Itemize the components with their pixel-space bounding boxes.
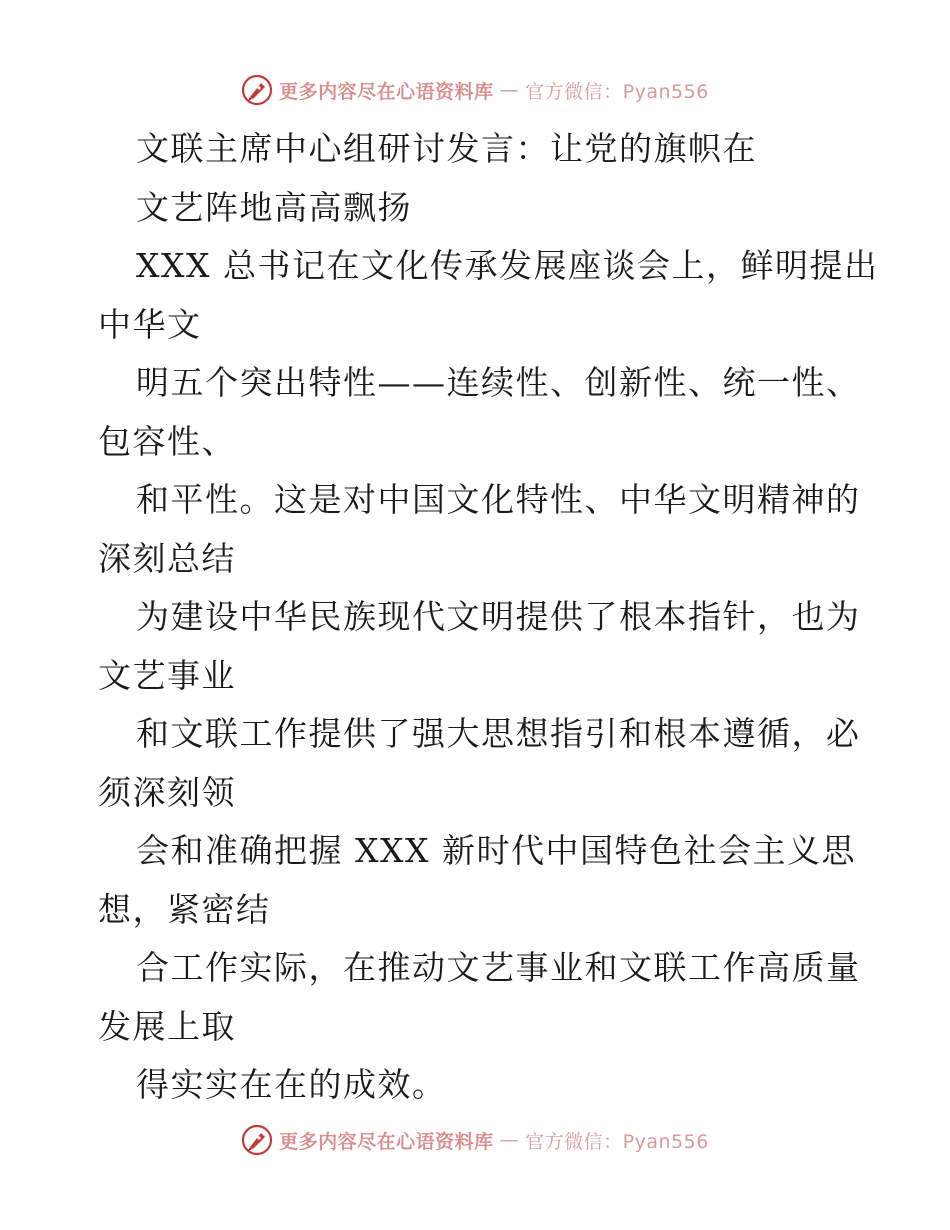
- watermark-contact: 官方微信：Pyan556: [525, 1130, 709, 1153]
- text-line: 和平性。这是对中国文化特性、中华文明精神的: [136, 480, 861, 519]
- text-line: 想，紧密结: [98, 889, 271, 929]
- document-body: [98, 120, 879, 1115]
- watermark-separator: —: [499, 79, 520, 101]
- pen-nib-logo-icon: [241, 1124, 273, 1156]
- text-line: 中华文: [98, 304, 202, 344]
- watermark-contact: 官方微信：Pyan556: [525, 80, 709, 103]
- footer-watermark: [0, 1120, 950, 1160]
- text-line: XXX 总书记在文化传承发展座谈会上，鲜明提出: [136, 246, 879, 285]
- text-line: 为建设中华民族现代文明提供了根本指针，也为: [136, 597, 861, 636]
- text-line: 明五个突出特性——连续性、创新性、统一性、: [136, 363, 861, 402]
- header-watermark: [0, 70, 950, 110]
- text-line: 得实实在在的成效。: [136, 1065, 447, 1104]
- text-line: 文艺阵地高高飘扬: [136, 187, 412, 227]
- pen-nib-logo-icon: [241, 74, 273, 106]
- text-line: 须深刻领: [98, 772, 236, 812]
- watermark-separator: —: [499, 1129, 520, 1151]
- watermark-brand: 更多内容尽在心语资料库: [279, 80, 494, 103]
- text-line: 会和准确把握 XXX 新时代中国特色社会主义思: [136, 831, 856, 870]
- text-line: 文艺事业: [98, 655, 236, 695]
- text-line: 包容性、: [98, 421, 236, 461]
- text-line: 和文联工作提供了强大思想指引和根本遵循，必: [136, 714, 861, 753]
- text-line: 发展上取: [98, 1006, 236, 1046]
- text-line: 深刻总结: [98, 538, 236, 578]
- watermark-brand: 更多内容尽在心语资料库: [279, 1130, 494, 1153]
- text-line: 文联主席中心组研讨发言：让党的旗帜在: [136, 129, 757, 168]
- text-line: 合工作实际，在推动文艺事业和文联工作高质量: [136, 948, 861, 987]
